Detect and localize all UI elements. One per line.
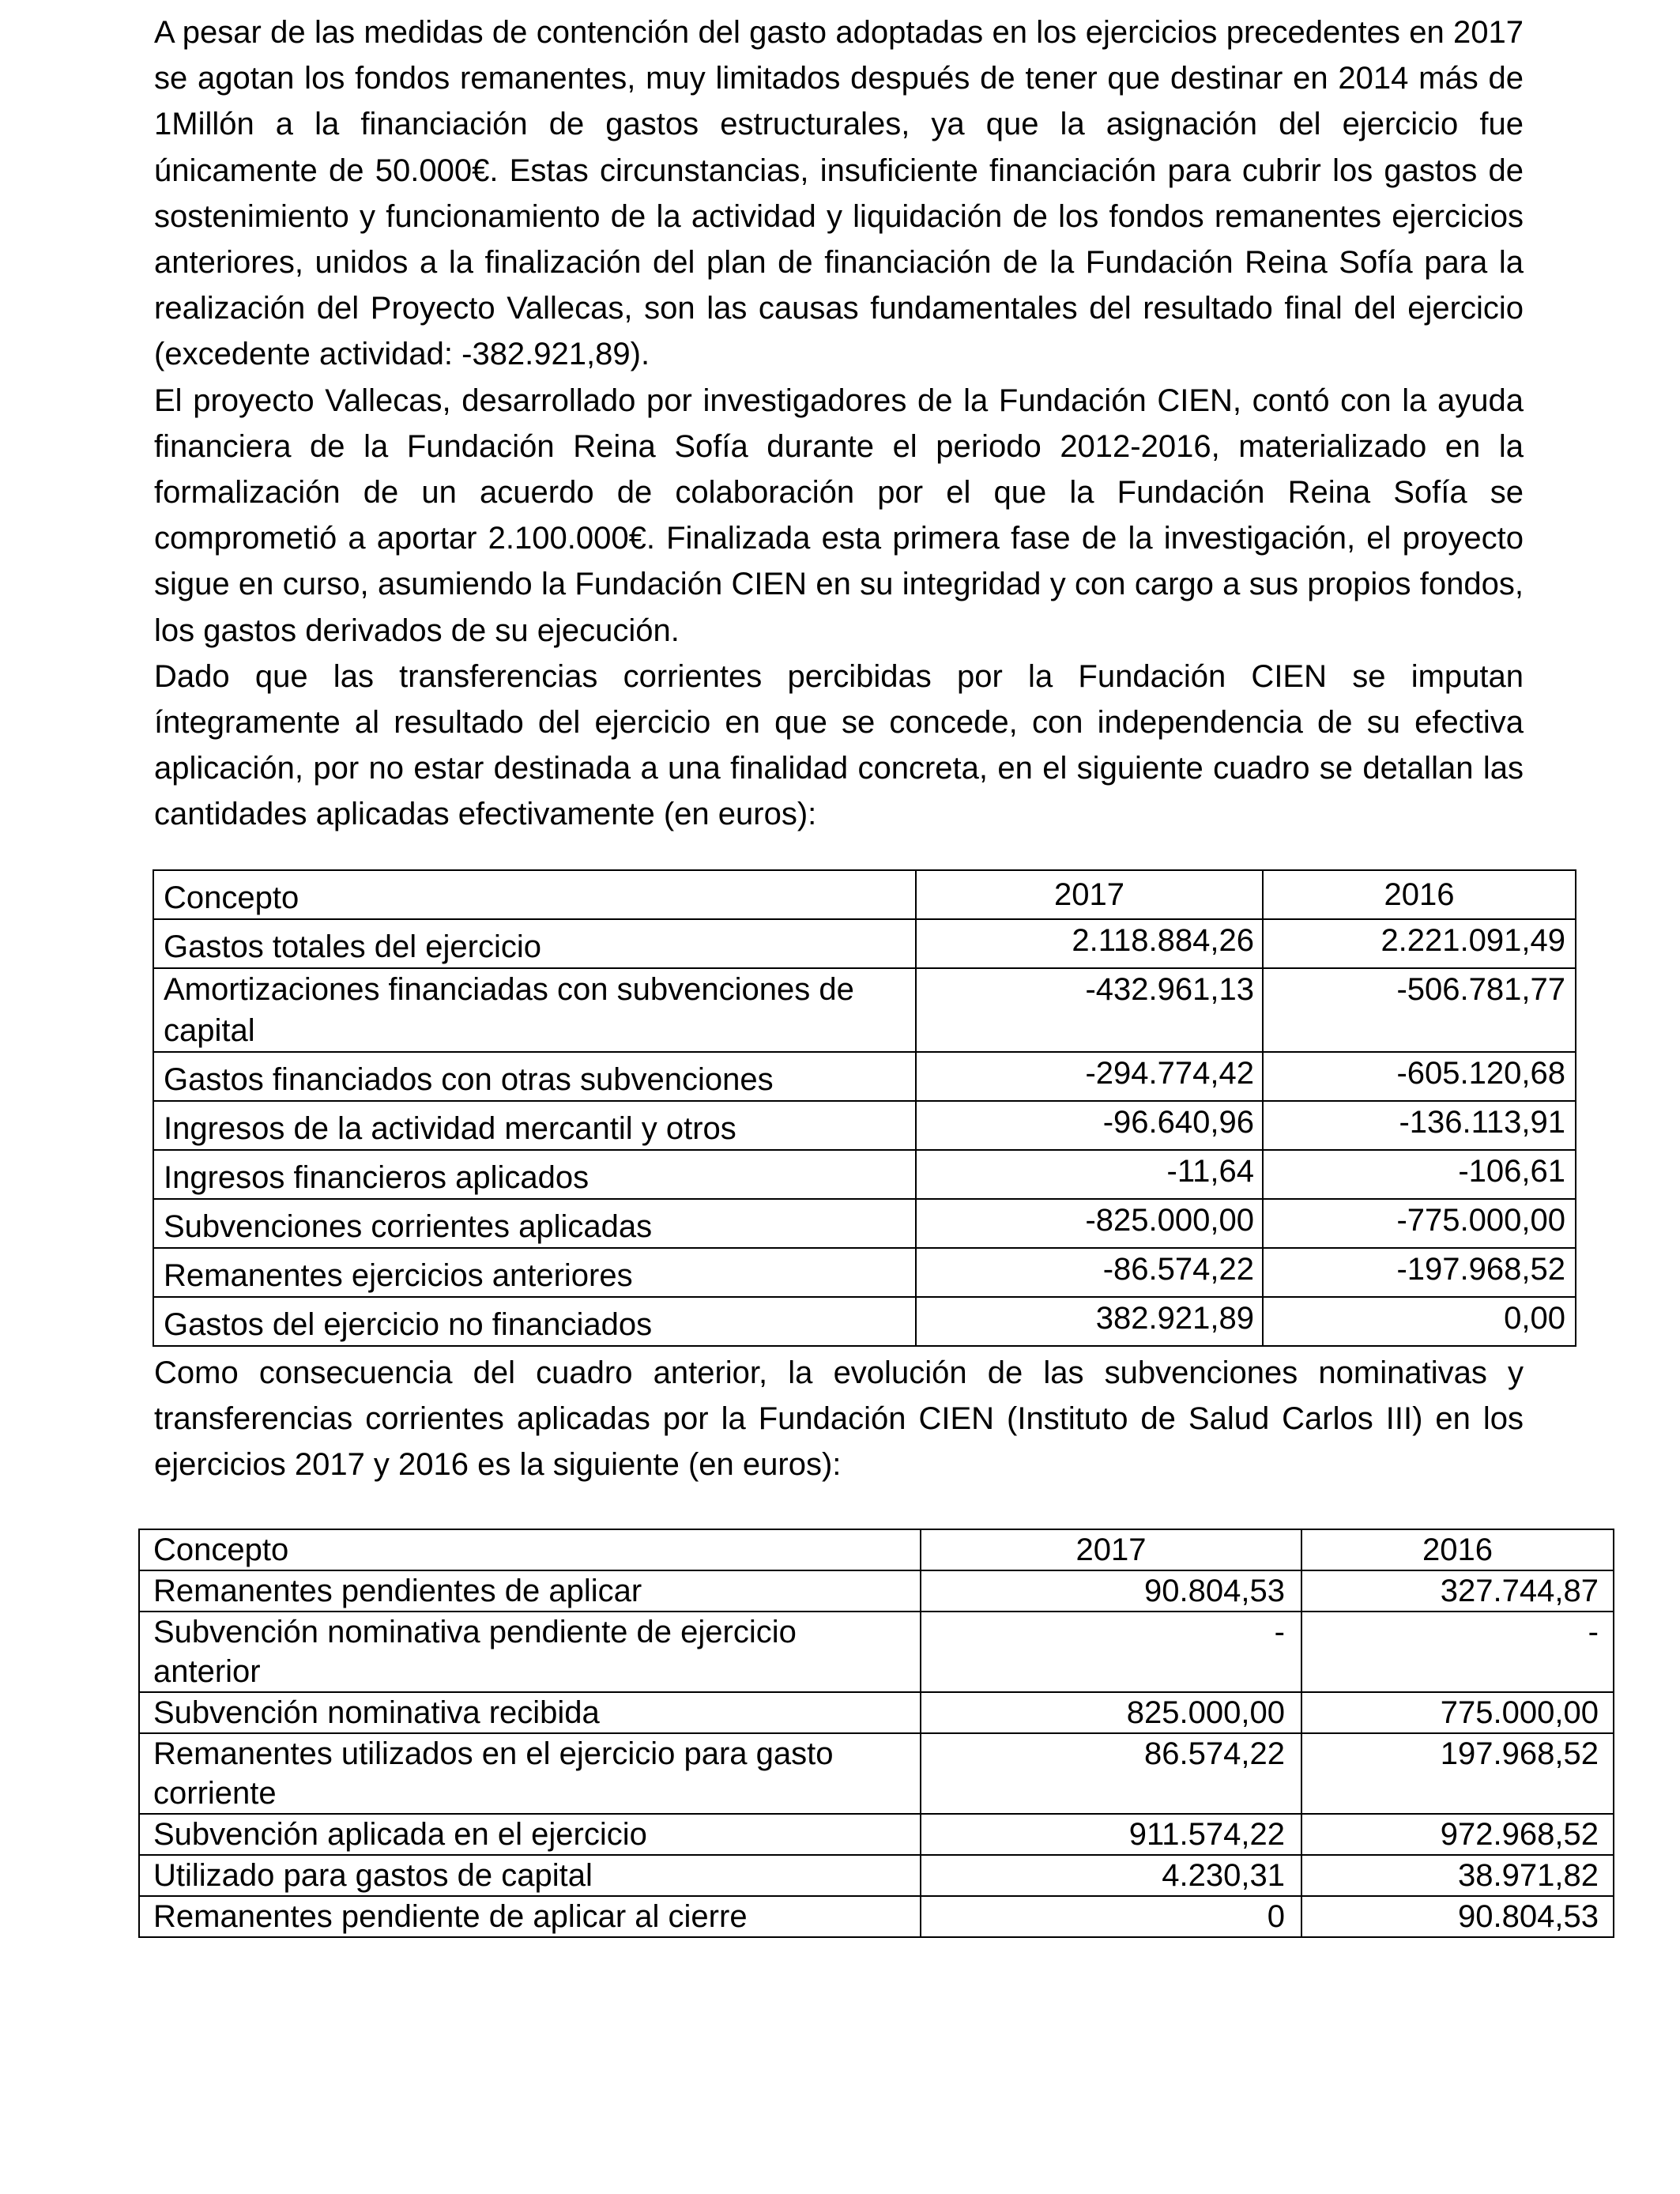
header-concepto: Concepto <box>153 870 916 919</box>
row-label: Subvención nominativa recibida <box>139 1692 921 1733</box>
row-value-2016: 90.804,53 <box>1301 1896 1614 1937</box>
row-value-2016: 775.000,00 <box>1301 1692 1614 1733</box>
row-value-2016: -605.120,68 <box>1263 1052 1576 1101</box>
row-value-2016: -106,61 <box>1263 1150 1576 1199</box>
header-concepto: Concepto <box>139 1529 921 1570</box>
row-value-2016: -506.781,77 <box>1263 968 1576 1052</box>
row-value-2017: -11,64 <box>916 1150 1263 1199</box>
row-value-2017: 0 <box>921 1896 1301 1937</box>
table-row <box>153 919 1576 968</box>
subsidy-evolution-table <box>138 1529 1614 1938</box>
header-2016: 2016 <box>1301 1529 1614 1570</box>
row-value-2017: -825.000,00 <box>916 1199 1263 1248</box>
table-header-row <box>139 1529 1614 1570</box>
row-value-2017: 86.574,22 <box>921 1733 1301 1814</box>
table-row <box>153 1199 1576 1248</box>
row-value-2017: 2.118.884,26 <box>916 919 1263 968</box>
paragraph-3: Dado que las transferencias corrientes percibidas por la Fundación CIEN se imputan íntegramente al resultado del ejercicio en que se concede, con independencia de su efectiva aplicación, por no estar destinada a una finalidad concreta, en el siguiente cuadro se detallan las cantidades aplicadas efectivamente (en euros): <box>154 658 1524 832</box>
table-row <box>139 1855 1614 1896</box>
row-value-2017: 825.000,00 <box>921 1692 1301 1733</box>
row-label: Subvención nominativa pendiente de ejercicio anterior <box>139 1612 921 1692</box>
header-2016: 2016 <box>1263 870 1576 919</box>
table-row <box>153 1248 1576 1297</box>
row-label: Utilizado para gastos de capital <box>139 1855 921 1896</box>
applied-amounts-table <box>153 869 1576 1347</box>
row-label: Remanentes utilizados en el ejercicio para gasto corriente <box>139 1733 921 1814</box>
row-value-2016: 0,00 <box>1263 1297 1576 1346</box>
row-value-2016: 327.744,87 <box>1301 1570 1614 1612</box>
paragraph-1: A pesar de las medidas de contención del gasto adoptadas en los ejercicios precedentes en 2017 se agotan los fondos remanentes, muy limitados después de tener que destinar en 2014 más de 1Millón a la financiación de gastos estructurales, ya que la asignación del ejercicio fue únicamente de 50.000€. Estas circunstancias, insuficiente financiación para cubrir los gastos de sostenimiento y funcionamiento de la actividad y liquidación de los fondos remanentes ejercicios anteriores, unidos a la finalización del plan de financiación de la Fundación Reina Sofía para la realización del Proyecto Vallecas, son las causas fundamentales del resultado final del ejercicio (excedente actividad: -382.921,89). <box>154 15 1524 372</box>
row-value-2017: 90.804,53 <box>921 1570 1301 1612</box>
row-value-2017: - <box>921 1612 1301 1692</box>
row-value-2016: 38.971,82 <box>1301 1855 1614 1896</box>
row-label: Remanentes ejercicios anteriores <box>153 1248 916 1297</box>
row-value-2017: 911.574,22 <box>921 1814 1301 1855</box>
row-value-2017: -294.774,42 <box>916 1052 1263 1101</box>
row-value-2017: -432.961,13 <box>916 968 1263 1052</box>
table-row <box>139 1692 1614 1733</box>
row-label: Amortizaciones financiadas con subvenciones de capital <box>153 968 916 1052</box>
table-row <box>153 1297 1576 1346</box>
row-label: Remanentes pendientes de aplicar <box>139 1570 921 1612</box>
row-label: Gastos totales del ejercicio <box>153 919 916 968</box>
row-value-2017: 4.230,31 <box>921 1855 1301 1896</box>
table-row <box>139 1896 1614 1937</box>
row-value-2016: -775.000,00 <box>1263 1199 1576 1248</box>
header-2017: 2017 <box>921 1529 1301 1570</box>
table-row <box>139 1612 1614 1692</box>
row-label: Ingresos financieros aplicados <box>153 1150 916 1199</box>
row-value-2016: - <box>1301 1612 1614 1692</box>
table-row <box>139 1570 1614 1612</box>
row-label: Ingresos de la actividad mercantil y otros <box>153 1101 916 1150</box>
row-value-2016: -136.113,91 <box>1263 1101 1576 1150</box>
header-2017: 2017 <box>916 870 1263 919</box>
row-label: Gastos financiados con otras subvenciones <box>153 1052 916 1101</box>
table-header-row <box>153 870 1576 919</box>
row-value-2016: 197.968,52 <box>1301 1733 1614 1814</box>
table-row <box>153 1052 1576 1101</box>
row-value-2017: 382.921,89 <box>916 1297 1263 1346</box>
table-row <box>153 1101 1576 1150</box>
paragraph-2: El proyecto Vallecas, desarrollado por investigadores de la Fundación CIEN, contó con la ayuda financiera de la Fundación Reina Sofía durante el periodo 2012-2016, materializado en la formalización de un acuerdo de colaboración por el que la Fundación Reina Sofía se comprometió a aportar 2.100.000€. Finalizada esta primera fase de la investigación, el proyecto sigue en curso, asumiendo la Fundación CIEN en su integridad y con cargo a sus propios fondos, los gastos derivados de su ejecución. <box>154 383 1524 648</box>
row-value-2017: -86.574,22 <box>916 1248 1263 1297</box>
row-label: Subvenciones corrientes aplicadas <box>153 1199 916 1248</box>
table-row <box>139 1733 1614 1814</box>
row-label: Subvención aplicada en el ejercicio <box>139 1814 921 1855</box>
row-value-2017: -96.640,96 <box>916 1101 1263 1150</box>
paragraph-4: Como consecuencia del cuadro anterior, la evolución de las subvenciones nominativas y transferencias corrientes aplicadas por la Fundación CIEN (Instituto de Salud Carlos III) en los ejercicios 2017 y 2016 es la siguiente (en euros): <box>154 1355 1524 1483</box>
table-row <box>153 1150 1576 1199</box>
row-label: Remanentes pendiente de aplicar al cierre <box>139 1896 921 1937</box>
row-value-2016: 972.968,52 <box>1301 1814 1614 1855</box>
table-row <box>139 1814 1614 1855</box>
table-row <box>153 968 1576 1052</box>
intro-text <box>154 9 1524 838</box>
row-label: Gastos del ejercicio no financiados <box>153 1297 916 1346</box>
row-value-2016: 2.221.091,49 <box>1263 919 1576 968</box>
row-value-2016: -197.968,52 <box>1263 1248 1576 1297</box>
